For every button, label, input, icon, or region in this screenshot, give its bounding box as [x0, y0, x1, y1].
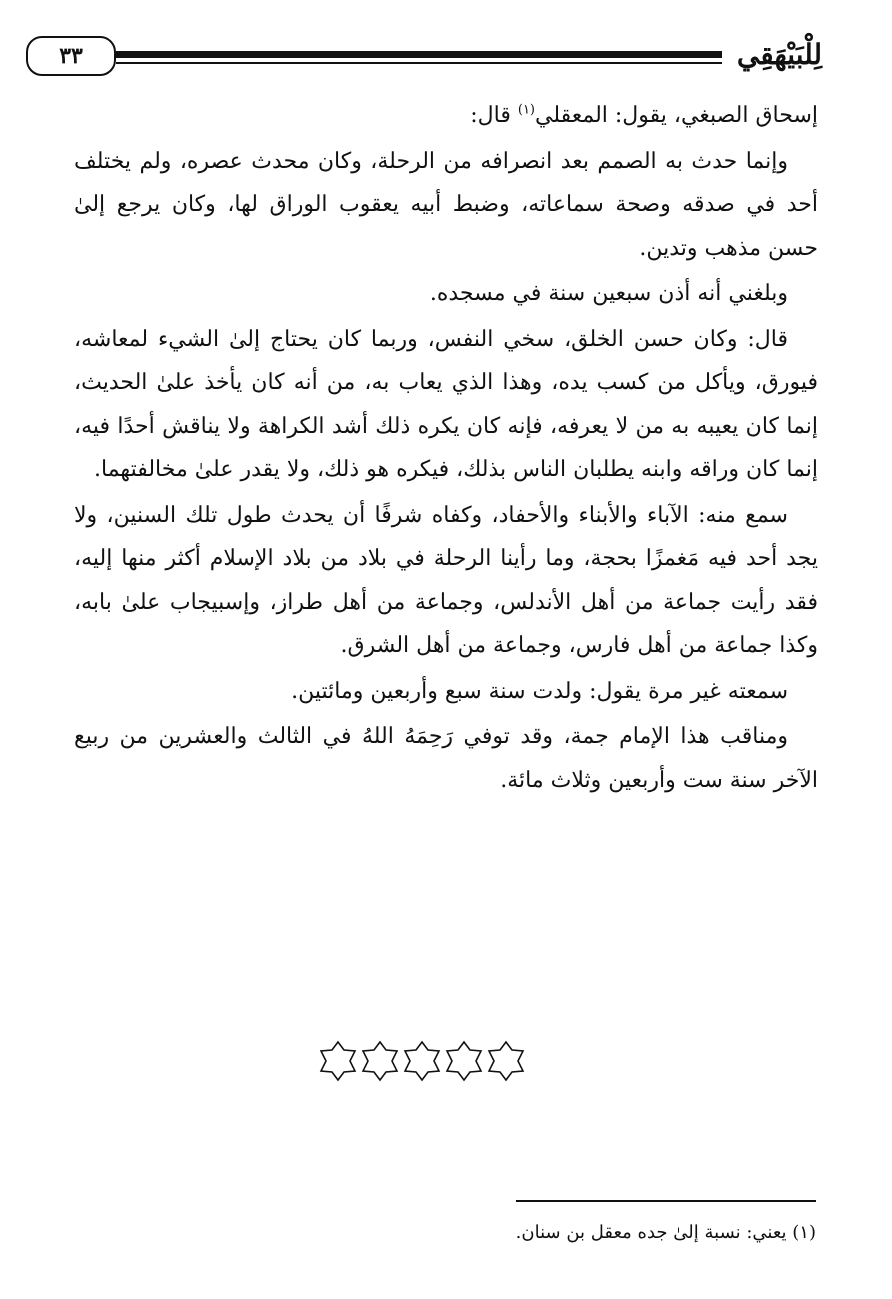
- header-rule-thick: [116, 51, 722, 58]
- header-rule-thin: [116, 62, 722, 64]
- star-ornament-icon: [318, 1040, 358, 1082]
- footnote-separator: [516, 1200, 816, 1202]
- paragraph-6: سمعته غير مرة يقول: ولدت سنة سبع وأربعين ومائتين.: [291, 678, 788, 704]
- page-header: [26, 34, 822, 84]
- star-ornament-icon: [444, 1040, 484, 1082]
- paragraph-2: وإنما حدث به الصمم بعد انصرافه من الرحلة، وكان محدث عصره، ولم يختلف أحد في صدقه وصحة سماعاته، وضبط أبيه يعقوب الوراق لها، وكان يرجع إلىٰ حسن مذهب وتدين.: [74, 148, 818, 261]
- footnote: (١) يعني: نسبة إلىٰ جده معقل بن سنان.: [515, 1222, 816, 1243]
- paragraph-4: قال: وكان حسن الخلق، سخي النفس، وربما كان يحتاج إلىٰ الشيء لمعاشه، فيورق، ويأكل من كسب يده، وهذا الذي يعاب به، من أنه كان يأخذ علىٰ الحديث، إنما كان يعيبه به من لا يعرفه، فإنه كان يكره ذلك أشد الكراهة ولا يناقش أحدًا فيه، إنما كان وراقه وابنه يطلبان الناس بذلك، فيكره هو ذلك، ولا يقدر علىٰ مخالفتهما.: [74, 326, 818, 482]
- paragraph-5: سمع منه: الآباء والأبناء والأحفاد، وكفاه شرفًا أن يحدث طول تلك السنين، ولا يجد أحد فيه مَغمزًا بحجة، وما رأينا الرحلة في بلاد من بلاد الإسلام أكثر منها إليه، فقد رأيت جماعة من أهل الأندلس، وجماعة من أهل طراز، وإسبيجاب علىٰ بابه، وكذا جماعة من أهل فارس، وجماعة من أهل الشرق.: [74, 502, 818, 658]
- main-text: [74, 94, 818, 802]
- section-end-ornament: [316, 1040, 528, 1088]
- star-ornament-icon: [402, 1040, 442, 1082]
- page-number: ٣٣: [26, 36, 116, 76]
- paragraph-1-tail: قال:: [470, 103, 518, 128]
- paragraph-7: ومناقب هذا الإمام جمة، وقد توفي رَحِمَهُ اللهُ في الثالث والعشرين من ربيع الآخر سنة ست وأربعين وثلاث مائة.: [74, 724, 818, 793]
- paragraph-1-text: إسحاق الصبغي، يقول: المعقلي: [535, 103, 818, 128]
- running-title: لِلْبَيْهَقِي: [736, 38, 822, 71]
- paragraph-3: وبلغني أنه أذن سبعين سنة في مسجده.: [429, 281, 788, 306]
- star-ornament-icon: [486, 1040, 526, 1082]
- footnote-reference[interactable]: (١): [517, 102, 535, 118]
- star-ornament-icon: [360, 1040, 400, 1082]
- paragraph-1: [74, 94, 818, 138]
